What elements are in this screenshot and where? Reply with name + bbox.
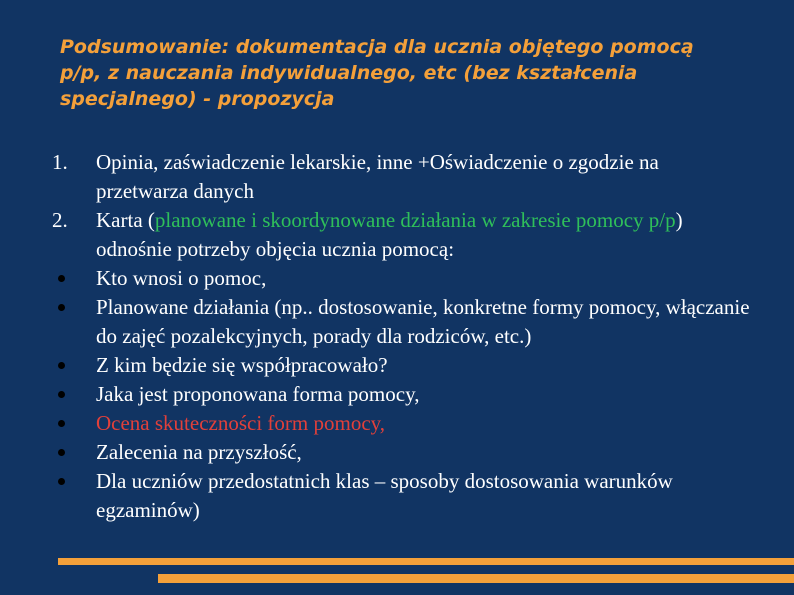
list-number: 1. <box>52 150 68 174</box>
bullet-item <box>52 351 752 380</box>
bullet-item <box>52 293 752 351</box>
bullet-item <box>52 438 752 467</box>
list-item-text: Opinia, zaświadczenie lekarskie, inne +Oświadczenie o zgodzie na przetwarza danych <box>96 150 659 203</box>
slide-title: Podsumowanie: dokumentacja dla ucznia objętego pomocą p/p, z nauczania indywidualnego, etc (bez kształcenia specjalnego) - propozycja <box>60 36 694 110</box>
list-item-text: Jaka jest proponowana forma pomocy, <box>96 382 420 406</box>
bullet-item <box>52 380 752 409</box>
list-item-text: ) odnośnie potrzeby objęcia ucznia pomocą: <box>96 208 683 261</box>
accent-bar-bottom <box>158 574 794 583</box>
bullet-icon <box>52 351 92 380</box>
bullet-icon <box>52 293 92 322</box>
list-item-text: Kto wnosi o pomoc, <box>96 266 267 290</box>
list-item-text: Zalecenia na przyszłość, <box>96 440 302 464</box>
bullet-item <box>52 409 752 438</box>
bullet-icon <box>52 438 92 467</box>
bullet-item <box>52 264 752 293</box>
content-list <box>52 148 752 525</box>
list-item-text: Karta ( <box>96 208 155 232</box>
accent-bar-top <box>58 558 794 565</box>
bullet-icon <box>52 409 92 438</box>
list-number: 2. <box>52 208 68 232</box>
bullet-icon <box>52 380 92 409</box>
list-item-1 <box>52 148 752 206</box>
bullet-icon <box>52 467 92 496</box>
list-item-2 <box>52 206 752 264</box>
list-item-text: Planowane działania (np.. dostosowanie, konkretne formy pomocy, włączanie do zajęć pozalekcyjnych, porady dla rodziców, etc.) <box>96 295 750 348</box>
highlight-red-text: Ocena skuteczności form pomocy, <box>96 411 386 435</box>
highlight-green-text: planowane i skoordynowane działania w zakresie pomocy p/p <box>154 208 676 232</box>
bullet-item <box>52 467 752 525</box>
list-item-text: Dla uczniów przedostatnich klas – sposoby dostosowania warunków egzaminów) <box>96 469 673 522</box>
bullet-icon <box>52 264 92 293</box>
list-item-text: Z kim będzie się współpracowało? <box>96 353 388 377</box>
